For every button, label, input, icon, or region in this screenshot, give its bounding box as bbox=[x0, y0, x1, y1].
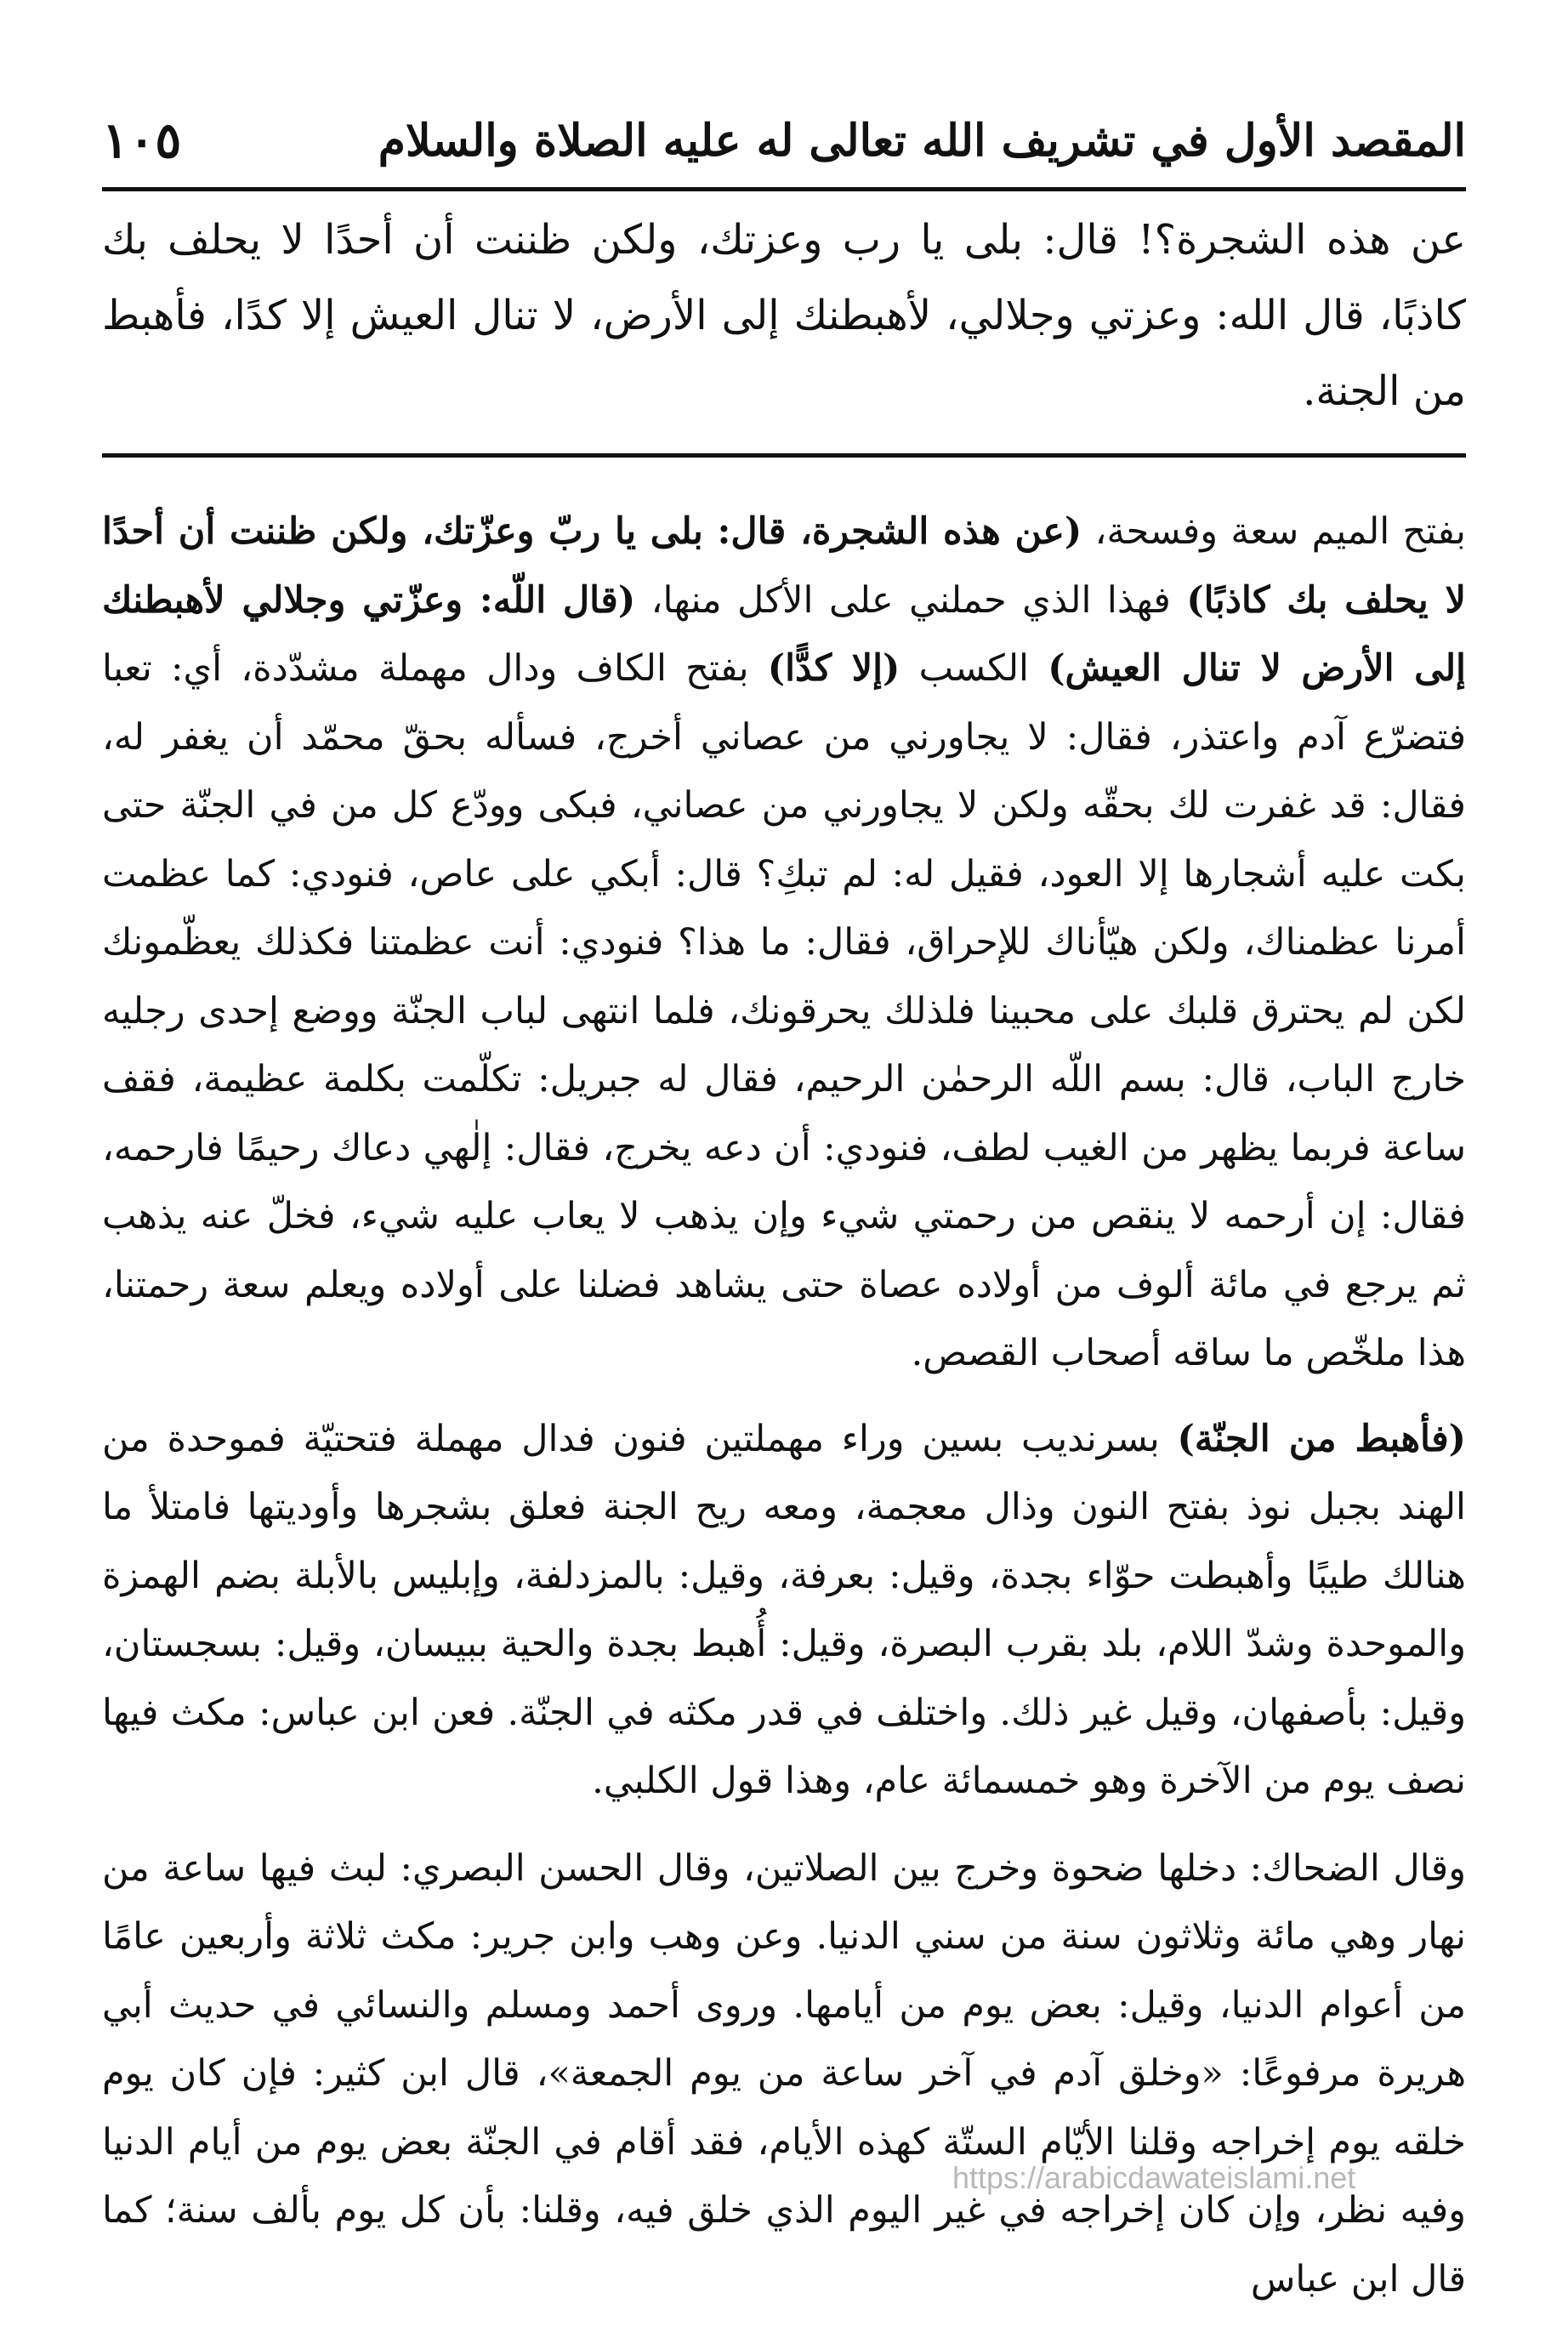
commentary-segment: بفتح الميم سعة وفسحة، bbox=[1082, 510, 1466, 553]
quoted-matn-segment: (إلا كدًّا) bbox=[767, 647, 900, 690]
sharh-paragraph bbox=[102, 498, 1466, 1388]
header-divider bbox=[102, 187, 1466, 191]
commentary-segment: بفتح الكاف ودال مهملة مشدّدة، أي: تعبا فتضرّع آدم واعتذر، فقال: لا يجاورني من عصاني أخرج، فسأله بحقّ محمّد أن يغفر له، فقال: قد غفرت لك بحقّه ولكن لا يجاورني من عصاني، فبكى وودّع كل من في الجنّة حتى بكت عليه أشجارها إلا العود، فقيل له: لم تبكِ؟ قال: أبكي على عاص، فنودي: كما عظمت أمرنا عظمناك، ولكن هيّأناك للإحراق، فقال: ما هذا؟ فنودي: أنت عظمتنا فكذلك يعظّمونك لكن لم يحترق قلبك على محبينا فلذلك يحرقونك، فلما انتهى لباب الجنّة ووضع إحدى رجليه خارج الباب، قال: بسم اللّه الرحمٰن الرحيم، فقال له جبريل: تكلّمت بكلمة عظيمة، فقف ساعة فربما يظهر من الغيب لطف، فنودي: أن دعه يخرج، فقال: إلٰهي دعاك رحيمًا فارحمه، فقال: إن أرحمه لا ينقص من رحمتي شيء وإن يذهب لا يعاب عليه شيء، فخلّ عنه يذهب ثم يرجع في مائة ألوف من أولاده عصاة حتى يشاهد فضلنا على أولاده ويعلم سعة رحمتنا، هذا ملخّص ما ساقه أصحاب القصص. bbox=[102, 647, 1466, 1374]
sharh-paragraph bbox=[102, 1834, 1466, 2314]
source-watermark: https://arabicdawateislami.net bbox=[952, 2160, 1356, 2195]
matn-text: عن هذه الشجرة؟! قال: بلى يا رب وعزتك، ولكن ظننت أن أحدًا لا يحلف بك كاذبًا، قال الله: وعزتي وجلالي، لأهبطنك إلى الأرض، لا تنال العيش إلا كدًا، فأهبط من الجنة. bbox=[102, 216, 1466, 415]
commentary-segment: وقال الضحاك: دخلها ضحوة وخرج بين الصلاتين، وقال الحسن البصري: لبث فيها ساعة من نهار وهي مائة وثلاثون سنة من سني الدنيا. وعن وهب وابن جرير: مكث ثلاثة وأربعين عامًا من أعوام الدنيا، وقيل: بعض يوم من أيامها. وروى أحمد ومسلم والنسائي في حديث أبي هريرة مرفوعًا: «وخلق آدم في آخر ساعة من يوم الجمعة»، قال ابن كثير: فإن كان يوم خلقه يوم إخراجه وقلنا الأيّام الستّة كهذه الأيام، فقد أقام في الجنّة بعض يوم من أيام الدنيا وفيه نظر، وإن كان إخراجه في غير اليوم الذي خلق فيه، وقلنا: بأن كل يوم بألف سنة؛ كما قال ابن عباس bbox=[102, 1846, 1466, 2301]
quoted-matn-segment: (فأهبط من الجنّة) bbox=[1177, 1417, 1467, 1460]
quoted-matn-segment: (عن هذه الشجرة، قال: بلى يا ربّ وعزّتك، ولكن ظننت أن أحدًا لا يحلف بك كاذبًا) bbox=[102, 510, 1467, 622]
commentary-segment: فهذا الذي حملني على الأكل منها، bbox=[635, 578, 1187, 622]
page-number: ١٠٥ bbox=[102, 111, 182, 169]
commentary-segment: الكسب bbox=[900, 647, 1048, 690]
matn-sharh-divider bbox=[102, 453, 1466, 458]
sharh-commentary bbox=[102, 498, 1466, 2332]
quoted-matn-segment: (قال اللّه: وعزّتي وجلالي لأهبطنك إلى الأرض لا تنال العيش) bbox=[102, 578, 1467, 690]
page-header bbox=[102, 94, 1466, 187]
sharh-paragraph bbox=[102, 1405, 1466, 1816]
running-title: المقصد الأول في تشريف الله تعالى له عليه الصلاة والسلام bbox=[378, 114, 1466, 167]
commentary-segment: بسرنديب بسين وراء مهملتين فنون فدال مهملة فتحتيّة فموحدة من الهند بجبل نوذ بفتح النون وذال معجمة، ومعه ريح الجنة فعلق بشجرها وأوديتها فامتلأ ما هنالك طيبًا وأهبطت حوّاء بجدة، وقيل: بعرفة، وقيل: بالمزدلفة، وإبليس بالأبلة بضم الهمزة والموحدة وشدّ اللام، بلد بقرب البصرة، وقيل: أُهبط بجدة والحية ببيسان، وقيل: بسجستان، وقيل: بأصفهان، وقيل غير ذلك. واختلف في قدر مكثه في الجنّة. فعن ابن عباس: مكث فيها نصف يوم من الآخرة وهو خمسمائة عام، وهذا قول الكلبي. bbox=[102, 1417, 1466, 1802]
